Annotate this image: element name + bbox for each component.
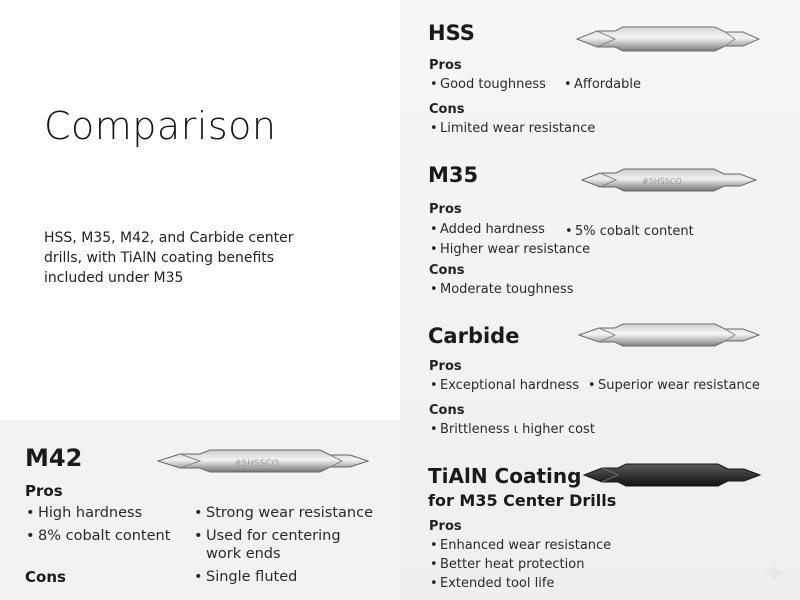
carbide-drill-image	[577, 321, 761, 349]
carbide-heading: Carbide	[428, 324, 520, 348]
m42-pro-3: • 8% cobalt content	[26, 528, 170, 544]
tialn-pro-1: • Enhanced wear resistance	[430, 538, 611, 553]
left-panel	[0, 0, 400, 420]
m42-pro-4-continued: work ends	[206, 546, 281, 562]
m42-pros-label: Pros	[25, 482, 63, 500]
m42-heading: M42	[25, 444, 83, 472]
m35-cons-label: Cons	[429, 263, 465, 278]
tialn-pro-3: • Extended tool life	[430, 576, 554, 591]
page-title: Comparison	[44, 104, 277, 148]
m35-pro-2: • 5% cobalt content	[565, 224, 694, 239]
sparkle-icon	[761, 560, 787, 586]
m35-heading: M35	[428, 163, 479, 187]
m42-cons-label: Cons	[25, 568, 66, 586]
carbide-pros-label: Pros	[429, 359, 462, 374]
tialn-subheading: for M35 Center Drills	[428, 491, 617, 510]
hss-heading: HSS	[428, 21, 475, 45]
carbide-pro-2: • Superior wear resistance	[588, 378, 760, 393]
tialn-heading: TiAlN Coating	[428, 464, 582, 488]
hss-drill-image	[575, 24, 761, 54]
tialn-pro-2: • Better heat protection	[430, 557, 584, 572]
m42-pro-4: • Used for centering	[194, 528, 341, 544]
tialn-drill-image	[582, 462, 762, 488]
hss-pro-1: • Good toughness	[430, 77, 546, 92]
hss-cons-label: Cons	[429, 102, 465, 117]
m35-pros-label: Pros	[429, 202, 462, 217]
carbide-con-1: • Brittleness ι higher cost	[430, 422, 595, 437]
m35-drill-image	[580, 166, 758, 194]
m42-pro-2: • Strong wear resistance	[194, 505, 373, 521]
tialn-pros-label: Pros	[429, 519, 462, 534]
m35-pro-1: • Added hardness	[430, 222, 545, 237]
m42-drill-image	[156, 447, 370, 475]
page-description: HSS, M35, M42, and Carbide center drills, with TiAlN coating benefits included under M35	[44, 230, 294, 286]
svg-text:#5HSSCO: #5HSSCO	[234, 459, 279, 469]
m42-con-1: • Single fluted	[194, 569, 297, 585]
hss-con-1: • Limited wear resistance	[430, 121, 595, 136]
m35-pro-3: • Higher wear resistance	[430, 242, 590, 257]
hss-pros-label: Pros	[429, 58, 462, 73]
carbide-pro-1: • Exceptional hardness	[430, 378, 579, 393]
carbide-cons-label: Cons	[429, 403, 465, 418]
m42-pro-1: • High hardness	[26, 505, 142, 521]
m35-con-1: • Moderate toughness	[430, 282, 574, 297]
svg-text:#5HSSCO: #5HSSCO	[642, 177, 682, 186]
hss-pro-2: • Affordable	[564, 77, 641, 92]
